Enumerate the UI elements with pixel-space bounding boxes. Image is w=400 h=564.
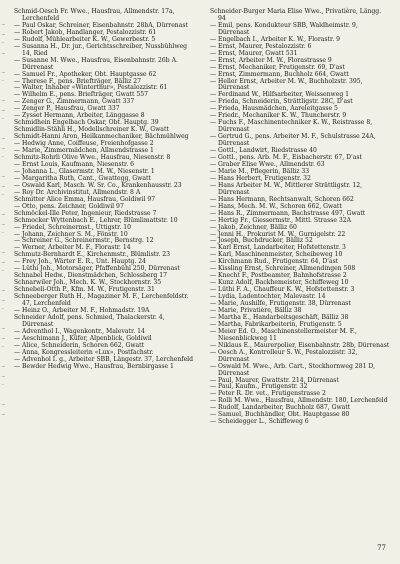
directory-entry: — Samuel, Buchhändler, Obt. Hauptgasse 80 — [210, 411, 350, 419]
directory-entry: — Marie, Zimmermädchen, Allmendstrasse 1 — [14, 147, 154, 155]
directory-entry: — Kissling Ernst, Schreiner, Allmendingen 508 — [210, 265, 356, 273]
directory-entry: — Ernst Louis, Kaufmann, Niesenstr. 6 — [14, 160, 135, 168]
directory-entry: — Johanna L., Glasermstr. M. W., Niesenstr. 1 — [14, 167, 155, 175]
directory-entry: — Paul, Maurer, Gwattstr. 214, Dürrenast — [210, 376, 339, 384]
directory-entry: — Hertig Fr., Giessermstr., Mittl. Strasse 32A — [210, 216, 352, 224]
directory-entry: — Joseph, Buchdrucker, Bälliz 52 — [210, 237, 313, 245]
directory-entry: — Susanna H., Dr. jur., Gerichtsschreiber, Nussbühlweg 14, Ried — [14, 42, 188, 57]
directory-entry: Schmöckel-Ille Peter, Ingenieur, Riedstrasse 7 — [14, 209, 157, 217]
directory-entry: — Ferdinand W., Hilfsarbeiter, Weissenweg 1 — [210, 91, 350, 99]
directory-entry: — Lüthi F. A., Chauffeur K. W., Hofstettenstr. 3 — [210, 286, 355, 294]
directory-entry: Schneeberger Ruth H., Magaziner M. F., Lerchenfeldstr. 47, Lerchenfeld — [14, 293, 189, 308]
directory-entry: — Friedel, Schreinermst., Uttigstr. 10 — [14, 223, 131, 231]
directory-entry: Schnabel Hedw., Dienstmädchen, Schlossberg 17 — [14, 272, 167, 280]
directory-entry: — Jenni H., Prokurist M. W., Gurnigelstr. 22 — [210, 230, 346, 238]
directory-entry: — Oswald M. Wwe., Arb. Cart., Stockhornweg 281 D, Dürrenast — [210, 362, 376, 377]
directory-entry: — Karl Ernst, Landarbeiter, Hofstettenstr. 3 — [210, 244, 346, 252]
directory-entry: — Paul, Kaufm., Frutigenstr. 32 — [210, 383, 308, 391]
directory-entry: Schneider-Burger Maria Elise Wwe., Privatière, Längg. 94 — [210, 8, 382, 22]
directory-entry: — Hans Herbert, Frutigenstr. 32 — [210, 174, 311, 182]
directory-entry: — Ernst, Maurer, Pestalozzistr. 6 — [210, 42, 312, 50]
directory-entry: — Marie, Aushilfe, Frutigenstr. 38, Dürrenast — [210, 300, 351, 308]
directory-entry: — Bewder Hedwig Wwe., Hausfrau, Bernbirgasse 1 — [14, 362, 174, 370]
directory-entry: — Hedwig Anne, Coiffeuse, Freienhofgasse 2 — [14, 140, 154, 148]
directory-entry: — Hans Arbeiter M. W., Mittlerer Strättligstr. 12, Dürrenast — [210, 181, 363, 196]
directory-entry: — Heinz O., Arbeiter M. F., Hohmadstr. 19A — [14, 306, 150, 314]
directory-entry: — Lydia, Ladentochter, Malevastr. 14 — [210, 293, 326, 301]
margin-marks: – – · – – · – – · – – · – – · – – · – – · – – · – – · – – · – – — [2, 21, 5, 418]
directory-entry: — Marie M., Pflegerin, Bälliz 33 — [210, 167, 310, 175]
directory-entry: Schmocker Wyttenbach E., Lehrer, Blümlimattstr. 10 — [14, 216, 178, 224]
directory-entry: — Kirchmann Rud., Frutigenstr. 64, D'ast — [210, 258, 339, 266]
directory-entry: — Meier Ed. O., Maschinenstellermeister M. F., Niesenblickweg 11 — [210, 327, 357, 342]
directory-entry: — Advenhol I. g., Arbeiter SBB, Längestr. 37, Lerchenfeld — [14, 355, 194, 363]
left-column — [14, 9, 194, 426]
directory-entry: — Friedr., Mechaniker K. W., Thuncherstr. 9 — [210, 112, 347, 120]
directory-entry: — Johann, Zeichner S. M., Fönstr. 10 — [14, 230, 128, 238]
directory-entry: — Gertrud G., pens. Arbeiter M. F., Schulstrasse 24A, Dürrenast — [210, 133, 376, 148]
directory-entry: — Rudolf, Mühlearbeiter K. W., Gewerbestr. 5 — [14, 35, 156, 43]
directory-entry: — Lüthi Joh., Motorsäger, Pfaffenbühl 250, Dürrenast — [14, 265, 180, 273]
directory-entry: — Otto, pens. Zeichner, Goldiwil 97 — [14, 202, 124, 210]
directory-entry: Schmitz-Rohrli Olive Wwe., Hausfrau, Niesenstr. 8 — [14, 154, 171, 162]
directory-entry: — Frieda, Schneiderin, Strättligstr. 28C, D'ast — [210, 98, 353, 106]
directory-entry: — Emil, pens. Kondukteur SBB, Waldheimstr. 9, Dürrenast — [210, 21, 358, 36]
directory-entry: Schmid-Oesch Fr. Wwe., Hausfrau, Allmendstr. 17a, Lerchenfeld — [14, 8, 175, 22]
directory-entry: — Susanne M. Wwe., Hausfrau, Eisenbahnstr. 26b A. Dürrenast — [14, 56, 178, 71]
directory-entry: — Rolli M. Wwe., Hausfrau, Allmendstr. 180, Lerchenfeld — [210, 397, 388, 405]
directory-entry: — Hans Hermann, Rechtsanwalt, Schoren 662 — [210, 195, 354, 203]
directory-entry: — Graber Elise Wwe., Allmendstr. 63 — [210, 160, 325, 168]
directory-entry: — Ernst, Mechaniker, Frutigenstr. 69, D'ast — [210, 63, 345, 71]
directory-entry: — Oswald Karl, Masch. W. Sr. Co., Krankenhausstr. 23 — [14, 181, 182, 189]
directory-entry: — Ernst, Arbeiter M. W., Florastrasse 9 — [210, 56, 332, 64]
directory-entry: Schneider Adolf, pens. Schmied, Thalackerstr. 4, Dürrenast — [14, 313, 165, 328]
columns — [14, 9, 390, 426]
directory-entry: — Margaritha Ruth, Cant., Gwattegg, Gwatt — [14, 174, 151, 182]
directory-entry: Schmitter Alice Emma, Hausfrau, Goldiwil 97 — [14, 195, 156, 203]
directory-entry: — Gottl., pens. Arb. M. F., Eisbacherstr. 67, D'ast — [210, 154, 362, 162]
directory-entry: — Zenger P., Hausfrau, Gwatt 337 — [14, 105, 120, 113]
directory-entry: — Karl, Maschinenmeister, Scheibeweg 10 — [210, 251, 343, 259]
directory-entry: — Robert Jakob, Handlanger, Pestalozzistr. 61 — [14, 28, 157, 36]
directory-entry: — Knecht F., Postbeamter, Bahnhofstrasse 2 — [210, 272, 347, 280]
directory-entry: — Werner, Arbeiter M. F., Florastr. 14 — [14, 244, 131, 252]
directory-entry: — Kunz Adolf, Backhemeister, Schiffeweg 10 — [210, 279, 349, 287]
directory-entry: — Martha E., Handarbeitsgeschäft, Bälliz 38 — [210, 313, 349, 321]
directory-entry: — Anna, Kongressleiterin «Lux», Postfachstr. — [14, 348, 154, 356]
directory-entry: — Alice, Schneiderin, Schoren 662, Gwatt — [14, 341, 145, 349]
directory-entry: Schmutz-Bernhardt E., Kirchenmstr., Blümlistr. 23 — [14, 251, 171, 259]
right-column — [210, 9, 390, 426]
directory-entry: — Zysset Hermann, Arbeiter, Länggasse 8 — [14, 112, 145, 120]
directory-entry: Schnarwiler Joh., Mech. K. W., Stockhornstr. 35 — [14, 279, 162, 287]
directory-entry: Schmidt-Hanni Aron, Heilkanmechaniker, Bächmühlweg — [14, 133, 189, 141]
directory-entry: — Heller Ernst, Arbeiter M. W., Buchholzstr. 395, Dürrenast — [210, 77, 363, 92]
directory-entry: — Frieda, Hausmädchen, Aareleitgasse 5 — [210, 105, 338, 113]
directory-entry: Schnebeli-Otth P., Kfm. M. W., Frutigenstr. 31 — [14, 286, 155, 294]
directory-entry: — Therese F., pens. Briefträger, Bälliz 27 — [14, 77, 142, 85]
directory-entry: — Marie, Privatière, Bälliz 38 — [210, 306, 302, 314]
directory-entry: Schmidlin-Stähli H., Modellschreiner K. W., Gwatt — [14, 126, 169, 134]
directory-entry: — Wilhelm E., pens. Briefträger, Gwatt 557 — [14, 91, 148, 99]
directory-entry: — Aeschimann J., Küfer, Alpenblick, Goldiwil — [14, 334, 152, 342]
directory-entry: — Oesch A., Kontrolleur S. W., Pestalozzistr. 32, Dürrenast — [210, 348, 358, 363]
directory-entry: — Jakob, Zeichner, Bälliz 60 — [210, 223, 297, 231]
directory-entry: Schmidhein Engelbach Oskar, Obt. Hauptg. 39 — [14, 119, 159, 127]
directory-entry: — Engelbach I., Arbeiter K. W., Florastr. 9 — [210, 35, 340, 43]
page-number: 77 — [377, 544, 386, 552]
directory-entry: — Hans, Mech. M. W., Schoren 662, Gwatt — [210, 202, 342, 210]
directory-entry: — Schreiner G., Schreinermstr., Bernstrg. 12 — [14, 237, 154, 245]
directory-entry: — Niklaus E., Maurerpolier, Eisenbahnstr. 28b, Dürrenast — [210, 341, 390, 349]
directory-entry: — Roy Dr. Archivinstitut, Allmendstr. 8 A — [14, 188, 141, 196]
directory-entry: — Frey Joh., Wärter E. R., Unt. Hauptg. 24 — [14, 258, 147, 266]
directory-entry: — Martha, Fabrikarbeiterin, Frutigenstr. 5 — [210, 320, 342, 328]
directory-entry: — Peter R. Dr. vet., Frutigenstrasse 2 — [210, 390, 326, 398]
directory-entry: — Fuchs F., Maschinentechniker K. W., Reistrasse 8, Dürrenast — [210, 119, 373, 134]
directory-entry: — Ernst, Maurer, Gwatt 531 — [210, 49, 298, 57]
directory-entry: — Paul Oskar, Schreiner, Eisenbahnstr. 28bA, Dürrenast — [14, 21, 188, 29]
directory-entry: — Samuel Fr., Apotheker, Obt. Hauptgasse 62 — [14, 70, 157, 78]
directory-entry: — Zenger G., Zimmermann, Gwatt 337 — [14, 98, 135, 106]
directory-entry: — Adventhol I., Wagenkontr., Malevatr. 14 — [14, 327, 145, 335]
directory-entry: — Rudolf, Landarbeiter, Buchholz 687, Gwatt — [210, 404, 351, 412]
directory-entry: — Scheidegger L., Schiffeweg 6 — [210, 418, 309, 426]
directory-entry: — Walter, Inhaber «Winterthur», Pestalozzistr. 61 — [14, 84, 168, 92]
directory-entry: — Ernst, Zimmermann, Buchholz 664, Gwatt — [210, 70, 349, 78]
directory-entry: — Hans R., Zimmermann, Bachstrasse 497, Gwatt — [210, 209, 366, 217]
directory-entry: — Gottl., Landwirt, Riedstrasse 40 — [210, 147, 317, 155]
